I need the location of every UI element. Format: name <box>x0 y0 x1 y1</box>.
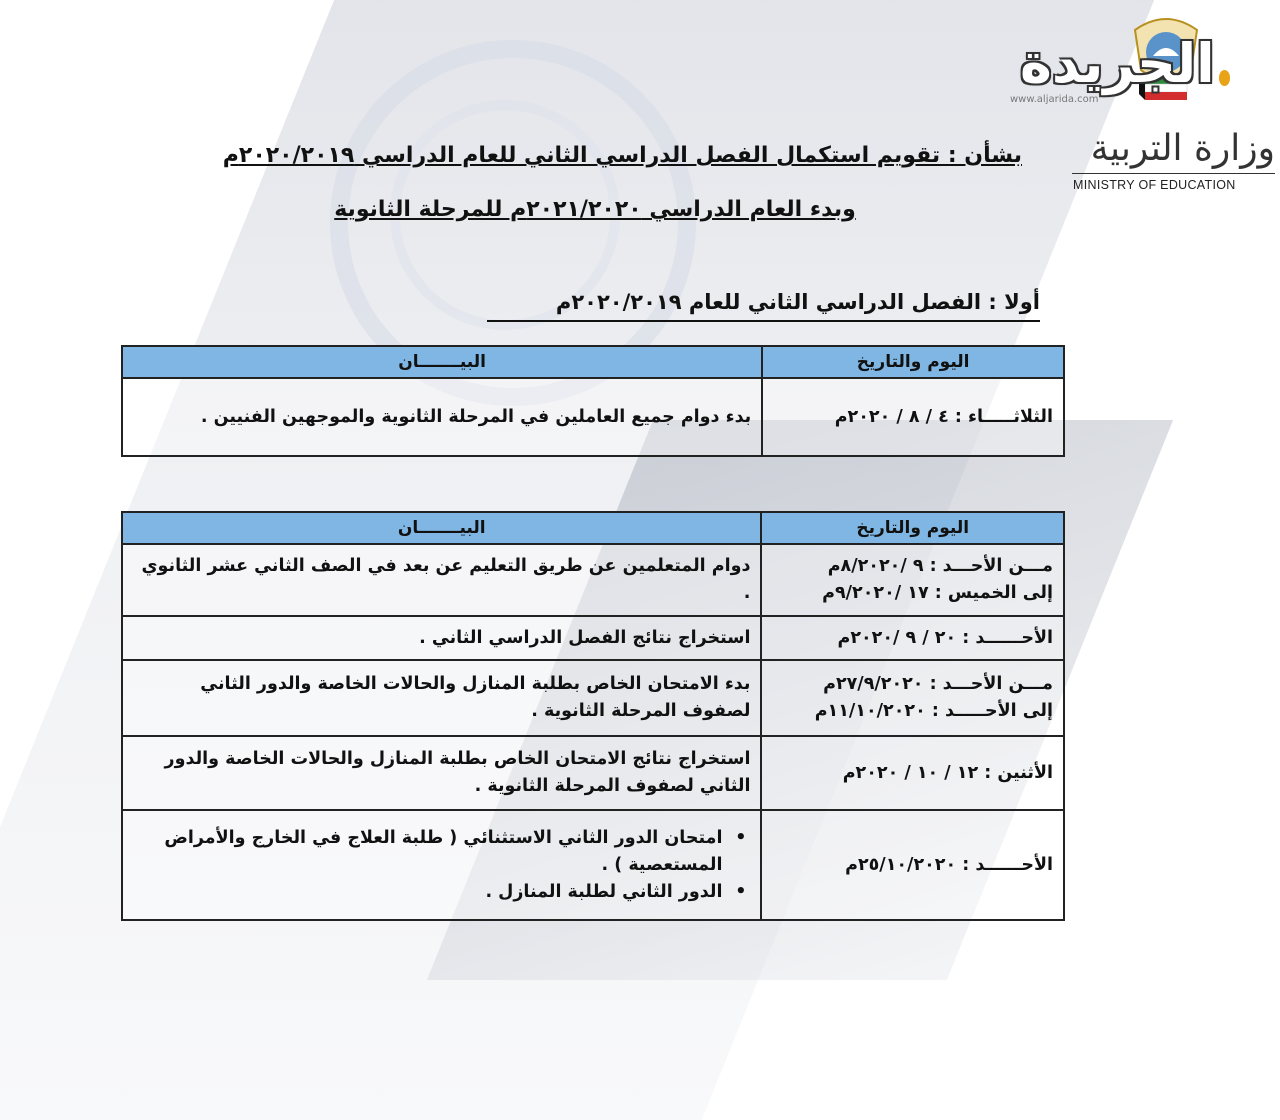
bullet-list <box>133 825 750 906</box>
section-title-underline <box>487 320 1040 322</box>
header-date: اليوم والتاريخ <box>761 512 1064 544</box>
ministry-name-arabic: وزارة التربية <box>1090 128 1275 169</box>
subject-subheading: وبدء العام الدراسي ٢٠٢١/٢٠٢٠م للمرحلة الثانوية <box>334 197 856 222</box>
table-header-row <box>122 512 1064 544</box>
date-line: الأحــــــد : ٢٠ / ٩ /٢٠٢٠م <box>837 627 1053 648</box>
list-item: • الدور الثاني لطلبة المنازل . <box>133 879 728 906</box>
description-cell: بدء الامتحان الخاص بطلبة المنازل والحالات الخاصة والدور الثاني لصفوف المرحلة الثانوية . <box>122 660 761 736</box>
header-description: البيـــــــان <box>122 512 761 544</box>
table-row <box>122 544 1064 616</box>
date-line: الثلاثـــــاء : ٤ / ٨ / ٢٠٢٠م <box>834 406 1053 427</box>
date-line: مـــن الأحـــد : ٩ /٨/٢٠٢٠م <box>827 556 1053 576</box>
table-row <box>122 616 1064 660</box>
date-cell <box>761 544 1064 616</box>
date-line: مـــن الأحـــد : ٢٧/٩/٢٠٢٠م <box>823 674 1053 694</box>
description-cell: استخراج نتائج الامتحان الخاص بطلبة المنازل والحالات الخاصة والدور الثاني لصفوف المرحلة الثانوية . <box>122 736 761 810</box>
schedule-table-1 <box>121 345 1065 457</box>
date-cell <box>761 616 1064 660</box>
site-logo[interactable] <box>1020 28 1230 98</box>
site-logo-dot-icon <box>1219 70 1230 86</box>
date-cell <box>761 660 1064 736</box>
date-cell <box>761 736 1064 810</box>
table-row <box>122 736 1064 810</box>
date-line: إلى الأحـــــد : ١١/١٠/٢٠٢٠م <box>814 701 1053 721</box>
description-cell: بدء دوام جميع العاملين في المرحلة الثانوية والموجهين الفنيين . <box>122 378 762 456</box>
date-line: الأحــــــد : ٢٥/١٠/٢٠٢٠م <box>845 854 1053 875</box>
subject-heading: بشأن : تقويم استكمال الفصل الدراسي الثاني للعام الدراسي ٢٠٢٠/٢٠١٩م <box>222 143 1022 168</box>
date-cell <box>761 810 1064 920</box>
date-cell <box>762 378 1064 456</box>
schedule-table-2 <box>121 511 1065 921</box>
date-line: إلى الخميس : ١٧ /٩/٢٠٢٠م <box>822 583 1053 603</box>
ministry-name-english: MINISTRY OF EDUCATION <box>1073 178 1236 192</box>
header-date: اليوم والتاريخ <box>762 346 1064 378</box>
description-cell: دوام المتعلمين عن طريق التعليم عن بعد في الصف الثاني عشر الثانوي . <box>122 544 761 616</box>
table-row <box>122 378 1064 456</box>
description-cell: استخراج نتائج الفصل الدراسي الثاني . <box>122 616 761 660</box>
section-title: أولا : الفصل الدراسي الثاني للعام ٢٠٢٠/٢٠١٩م <box>555 290 1040 314</box>
table-row <box>122 810 1064 920</box>
header-description: البيـــــــان <box>122 346 762 378</box>
ministry-divider <box>1072 173 1275 174</box>
list-item: • امتحان الدور الثاني الاستثنائي ( طلبة العلاج في الخارج والأمراض المستعصية ) . <box>133 825 728 879</box>
date-line: الأثنين : ١٢ / ١٠ / ٢٠٢٠م <box>842 762 1053 783</box>
table-header-row <box>122 346 1064 378</box>
table-row <box>122 660 1064 736</box>
site-url: www.aljarida.com <box>1010 94 1099 105</box>
description-cell <box>122 810 761 920</box>
site-logo-text: الجريدة <box>1020 31 1215 95</box>
